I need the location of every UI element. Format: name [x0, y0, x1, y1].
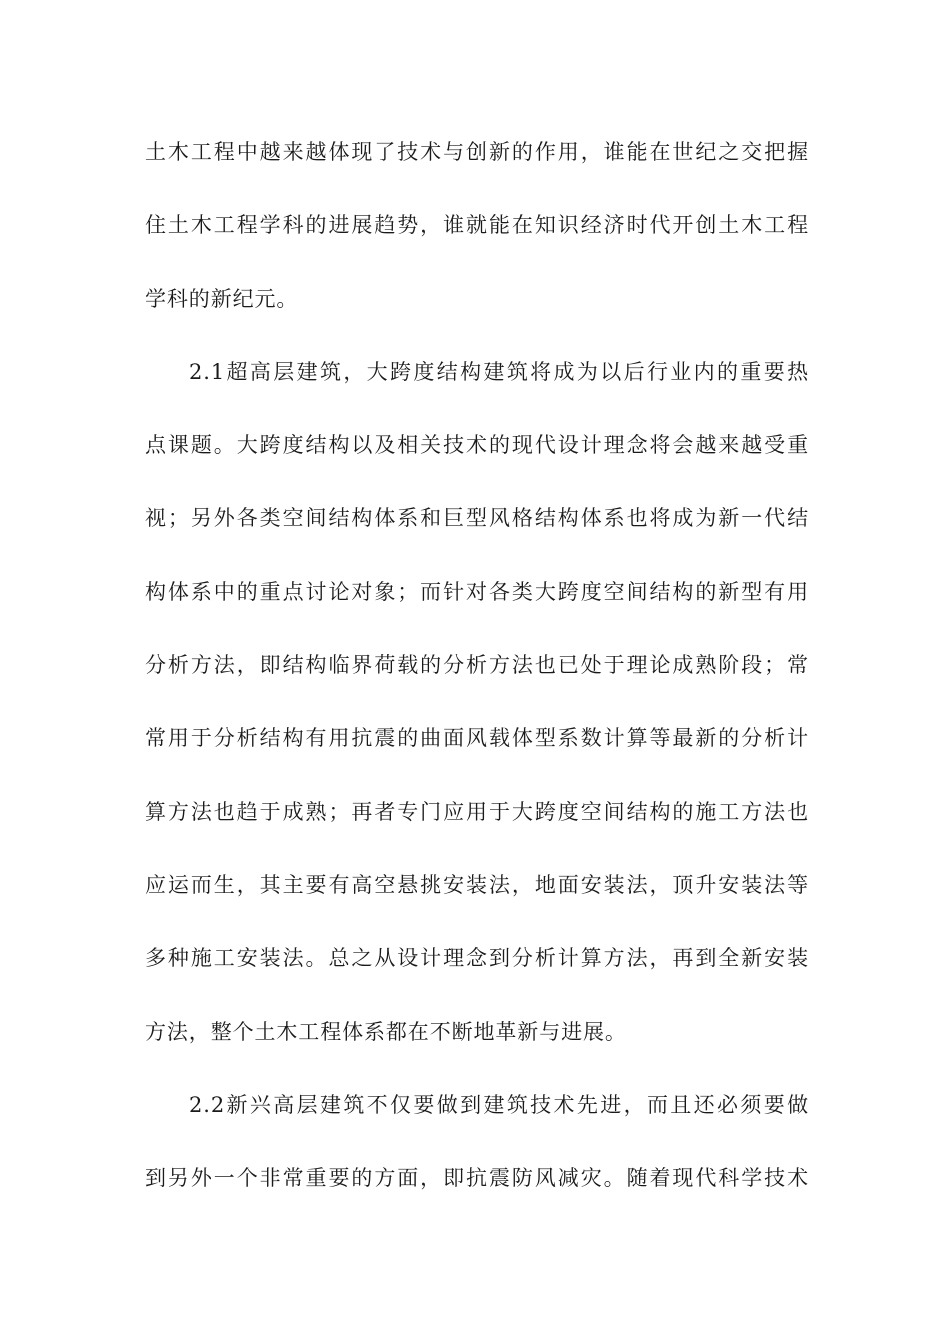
- text-line: 多种施工安装法。总之从设计理念到分析计算方法，再到全新安装: [145, 946, 809, 971]
- text-line: 方法，整个土木工程体系都在不断地革新与进展。: [145, 1019, 627, 1044]
- text-line: 土木工程中越来越体现了技术与创新的作用，谁能在世纪之交把握: [145, 140, 809, 164]
- section-2-2-first-line: 2.2新兴高层建筑不仅要做到建筑技术先进，而且还必须要做: [189, 1092, 809, 1117]
- text-line: 点课题。大跨度结构以及相关技术的现代设计理念将会越来越受重: [145, 433, 809, 458]
- section-2-1-first-line: 2.1超高层建筑，大跨度结构建筑将成为以后行业内的重要热: [189, 359, 809, 384]
- text-line: 构体系中的重点讨论对象；而针对各类大跨度空间结构的新型有用: [145, 579, 809, 604]
- body-text: [145, 128, 809, 1227]
- text-line: 常用于分析结构有用抗震的曲面风载体型系数计算等最新的分析计: [145, 726, 809, 751]
- text-line: 到另外一个非常重要的方面，即抗震防风减灾。随着现代科学技术: [145, 1166, 809, 1191]
- text-line: 学科的新纪元。: [145, 286, 299, 311]
- text-line: 分析方法，即结构临界荷载的分析方法也已处于理论成熟阶段；常: [145, 653, 809, 678]
- text-line: 视；另外各类空间结构体系和巨型风格结构体系也将成为新一代结: [145, 506, 809, 531]
- text-line: 住土木工程学科的进展趋势，谁就能在知识经济时代开创土木工程: [145, 213, 809, 238]
- text-line: 算方法也趋于成熟；再者专门应用于大跨度空间结构的施工方法也: [145, 799, 809, 824]
- text-line: 应运而生，其主要有高空悬挑安装法，地面安装法，顶升安装法等: [145, 872, 809, 897]
